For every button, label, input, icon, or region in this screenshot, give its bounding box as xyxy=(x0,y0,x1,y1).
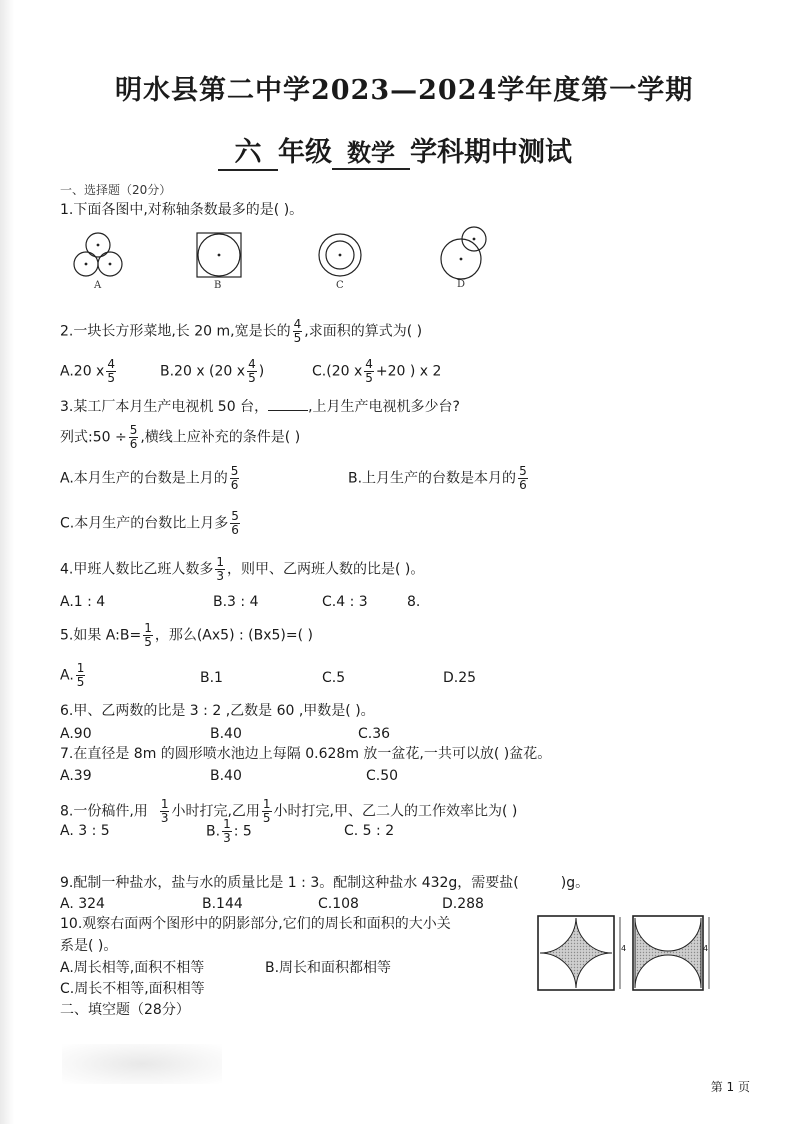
q4-option-b: B.3 : 4 xyxy=(213,594,259,610)
caption-c: C xyxy=(336,280,344,291)
section-choice-title: 一、选择题（20分） xyxy=(60,183,172,197)
section-fill-title: 二、填空题（28分） xyxy=(60,1002,190,1018)
q10-figure-left xyxy=(538,916,620,990)
q3-option-a: A.本月生产的台数是上月的 $\frac{5}{6}$ xyxy=(60,464,239,492)
q8-option-a: A. 3 : 5 xyxy=(60,823,110,839)
caption-a: A xyxy=(94,280,102,291)
q5-option-c: C.5 xyxy=(322,670,346,686)
q5-option-b: B.1 xyxy=(200,670,223,686)
question-3-line1: 3.某工厂本月生产电视机 50 台， ,上月生产电视机多少台? xyxy=(60,399,460,415)
q9-option-b: B.144 xyxy=(202,896,243,912)
q7-option-c: C.50 xyxy=(366,768,399,784)
grade-suffix: 年级 xyxy=(278,137,332,168)
question-10-line1: 10.观察右面两个图形中的阴影部分,它们的周长和面积的大小关 xyxy=(60,916,451,932)
q7-option-b: B.40 xyxy=(210,768,242,784)
grade-blank: 六 xyxy=(218,130,278,171)
q6-option-a: A.90 xyxy=(60,726,92,742)
q7-option-a: A.39 xyxy=(60,768,92,784)
question-8: 8.一份稿件,用 $\frac{1}{3}$ 小时打完,乙用 $\frac{1}{5}$ 小时打完,甲、乙二人的工作效率比为( ) xyxy=(60,797,518,825)
figure-right-dimension: 4 xyxy=(703,944,709,953)
subject-suffix: 学科期中测试 xyxy=(410,137,572,168)
q2-option-b: B.20 x (20 x $\frac{4}{5}$ ) xyxy=(160,357,265,385)
question-10-line2: 系是( )。 xyxy=(60,938,118,954)
caption-d: D xyxy=(457,279,466,290)
q4-option-a: A.1 : 4 xyxy=(60,594,106,610)
fraction: $\frac{1}{3}$ xyxy=(216,555,224,583)
fraction: $\frac{1}{3}$ xyxy=(223,817,231,845)
q8-option-c: C. 5 : 2 xyxy=(344,823,395,839)
q10-option-c: C.周长不相等,面积相等 xyxy=(60,981,205,997)
figure-left-shaded-region xyxy=(540,918,612,988)
question-7: 7.在直径是 8m 的圆形喷水池边上每隔 0.628m 放一盆花,一共可以放( )盆花。 xyxy=(60,746,552,762)
fraction: $\frac{4}{5}$ xyxy=(248,357,256,385)
fraction: $\frac{1}{3}$ xyxy=(160,797,169,825)
q9-option-d: D.288 xyxy=(442,896,484,912)
fraction: $\frac{4}{5}$ xyxy=(293,317,302,345)
q2-option-c: C.(20 x $\frac{4}{5}$ +20 ) x 2 xyxy=(312,357,442,385)
fraction: $\frac{4}{5}$ xyxy=(365,357,373,385)
q4-option-d: 8. xyxy=(407,594,421,610)
figure-left-dimension: 4 xyxy=(621,944,627,953)
q5-option-a: A. $\frac{1}{5}$ xyxy=(60,661,85,689)
q6-option-b: B.40 xyxy=(210,726,242,742)
fraction: $\frac{5}{6}$ xyxy=(231,509,239,537)
question-5: 5.如果 A:B= $\frac{1}{5}$ ，那么(Ax5) : (Bx5)=( ) xyxy=(60,621,313,649)
q4-option-c: C.4 : 3 xyxy=(322,594,368,610)
fraction: $\frac{5}{6}$ xyxy=(129,423,138,451)
question-2: 2.一块长方形菜地,长 20 m,宽是长的 $\frac{4}{5}$ ,求面积的算式为( ) xyxy=(60,317,423,345)
question-1: 1.下面各图中,对称轴条数最多的是( )。 xyxy=(60,202,304,218)
question-3-line2: 列式:50 ÷ $\frac{5}{6}$ ,横线上应补充的条件是( ) xyxy=(60,423,301,451)
question-9: 9.配制一种盐水，盐与水的质量比是 1 : 3。配制这种盐水 432g，需要盐( )g。 xyxy=(60,875,590,891)
fraction: $\frac{5}{6}$ xyxy=(230,464,239,492)
q9-option-c: C.108 xyxy=(318,896,359,912)
subject-blank: 数学 xyxy=(332,133,410,170)
q10-option-b: B.周长和面积都相等 xyxy=(265,960,392,976)
page-number: 第 1 页 xyxy=(710,1080,750,1094)
q6-option-c: C.36 xyxy=(358,726,391,742)
exam-title: 明水县第二中学2023—2024学年度第一学期 xyxy=(115,75,694,106)
q10-figure-right xyxy=(633,916,709,990)
fraction: $\frac{4}{5}$ xyxy=(107,357,115,385)
fraction: $\frac{1}{5}$ xyxy=(76,661,85,689)
caption-b: B xyxy=(214,280,222,291)
q5-option-d: D.25 xyxy=(443,670,477,686)
question-6: 6.甲、乙两数的比是 3 : 2 ,乙数是 60 ,甲数是( )。 xyxy=(60,703,375,719)
fraction: $\frac{1}{5}$ xyxy=(262,797,271,825)
fraction: $\frac{5}{6}$ xyxy=(519,464,527,492)
q8-option-b: B. $\frac{1}{3}$ : 5 xyxy=(206,817,252,845)
q10-option-a: A.周长相等,面积不相等 xyxy=(60,960,205,976)
q3-option-c: C.本月生产的台数比上月多 $\frac{5}{6}$ xyxy=(60,509,239,537)
question-4: 4.甲班人数比乙班人数多 $\frac{1}{3}$ ，则甲、乙两班人数的比是( )。 xyxy=(60,555,425,583)
q2-option-a: A.20 x $\frac{4}{5}$ xyxy=(60,357,115,385)
figure-right-shaded-region xyxy=(635,918,701,988)
q9-option-a: A. 324 xyxy=(60,896,105,912)
fraction: $\frac{1}{5}$ xyxy=(144,621,152,649)
q3-option-b: B.上月生产的台数是本月的 $\frac{5}{6}$ xyxy=(348,464,527,492)
